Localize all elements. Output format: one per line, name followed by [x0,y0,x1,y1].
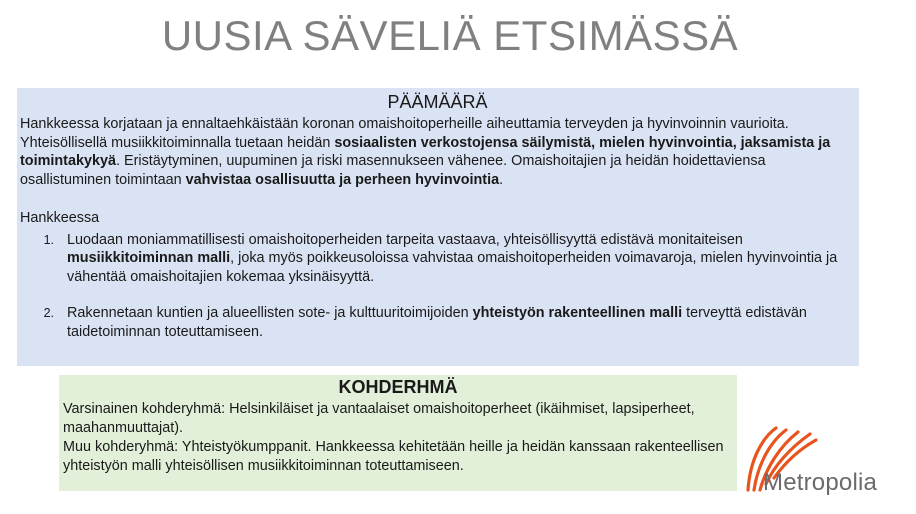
list-item-number: 2. [43,306,54,320]
goal-paragraph [20,115,855,189]
target-group-section [59,375,737,491]
goal-text-3: . [499,171,504,188]
list-label: Hankkeessa [20,210,100,226]
goal-text-1: Hankkeessa korjataan ja ennaltaehkäistään koronan omaishoitoperheille aiheuttamia terveyden ja hyvinvoinnin vaurioita. Yhteisöllisellä musiikkitoiminnalla tuetaan heidän [20,116,789,151]
list-item [20,231,855,287]
list-item [20,304,855,341]
target-group-secondary: Muu kohderyhmä: Yhteistyökumppanit. Hankkeessa kehitetään heille ja heidän kanssaan rakenteellisen yhteistyön malli yhteisöllisen musiikkitoiminnan toteuttamiseen. [63,439,724,474]
target-group-primary: Varsinainen kohderyhmä: Helsinkiläiset ja vantaalaiset omaishoitoperheet (ikäihmiset, lapsiperheet, maahanmuuttajat). [63,401,695,436]
goal-text-2: . Eristäytyminen, uupuminen ja riski masennukseen vähenee. Omaishoitajien ja heidän hoidettaviensa osallistuminen toimintaan [20,153,766,188]
list-item-text: Luodaan moniammatillisesti omaishoitoperheiden tarpeita vastaava, yhteisöllisyyttä edistävä monitaiteisen musiikkitoiminnan malli, joka myös poikkeusoloissa vahvistaa omaishoitoperheiden voimavaroja, mielen hyvinvointia ja vähentää omaishoitajien kokemaa yksinäisyyttä. [67,231,838,285]
list-item-number: 1. [43,232,54,247]
list-item-text: Rakennetaan kuntien ja alueellisten sote- ja kulttuuritoimijoiden yhteistyön rakenteellinen malli terveyttä edistävän taidetoiminnan toteuttamiseen. [67,305,807,340]
target-group-heading: KOHDERHMÄ [338,377,458,397]
goal-emphasis-1: sosiaalisten verkostojensa säilymistä, mielen hyvinvointia, jaksamista ja toimintakykyä [20,134,831,169]
metropolia-logo-text: Metropolia [763,469,878,496]
page-title: UUSIA SÄVELIÄ ETSIMÄSSÄ [161,12,739,59]
goal-heading: PÄÄMÄÄRÄ [387,92,488,112]
goal-section [17,88,859,366]
metropolia-logo [736,420,896,500]
goal-emphasis-2: vahvistaa osallisuutta ja perheen hyvinvointia [185,171,500,188]
